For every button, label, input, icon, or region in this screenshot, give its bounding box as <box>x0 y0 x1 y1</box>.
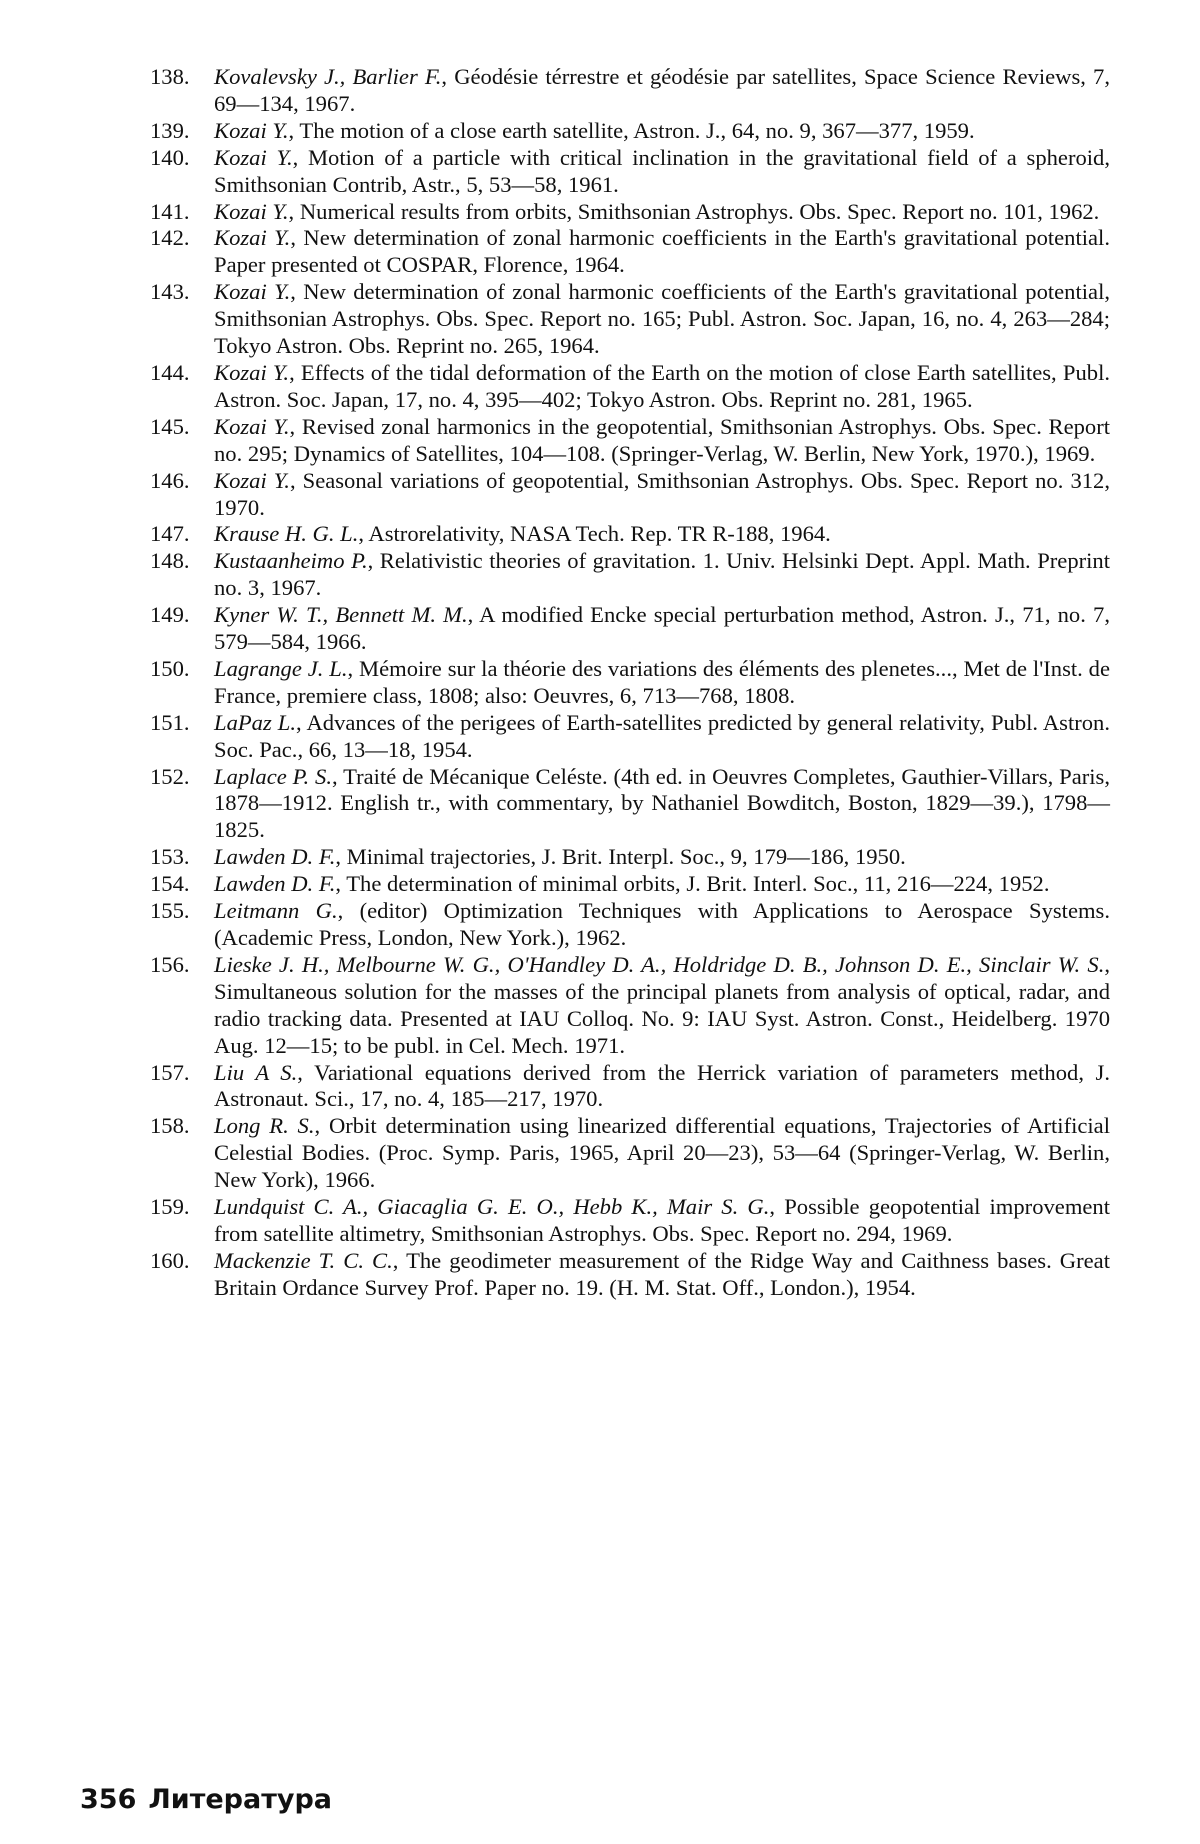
reference-authors: Kozai Y. <box>214 198 289 224</box>
reference-text: , Astrorelativity, NASA Tech. Rep. TR R-188, 1964. <box>358 521 831 547</box>
page-number: 356 <box>80 1784 137 1815</box>
reference-number: 156. <box>150 951 190 977</box>
reference-authors: Kustaanheimo P. <box>214 548 368 574</box>
reference-authors: Kovalevsky J., Barlier F. <box>214 64 442 89</box>
reference-authors: LaPaz L. <box>214 709 297 735</box>
section-title: Литература <box>148 1784 333 1815</box>
reference-item <box>150 414 1110 468</box>
reference-item <box>150 871 1110 898</box>
reference-item <box>150 1248 1110 1302</box>
reference-item <box>150 468 1110 522</box>
reference-text: , Mémoire sur la théorie des variations des éléments des plenetes..., Met de l'Inst. de France, premiere class, 1808; also: Oeuvres, 6, 713—768, 1808. <box>214 655 1111 708</box>
reference-text: , Revised zonal harmonics in the geopotential, Smithsonian Astrophys. Obs. Spec. Report no. 295; Dynamics of Satellites, 104—108. (Springer-Verlag, W. Berlin, New York, 1970.), 1969. <box>214 413 1110 466</box>
reference-authors: Lundquist C. A., Giacaglia G. E. O., Hebb K., Mair S. G. <box>214 1194 770 1220</box>
reference-item <box>150 1194 1110 1248</box>
reference-text: , Possible geopotential improvement from satellite altimetry, Smithsonian Astrophys. Obs. Spec. Report no. 294, 1969. <box>214 1194 1111 1246</box>
reference-number: 155. <box>150 898 190 924</box>
reference-text: , Effects of the tidal deformation of the Earth on the motion of close Earth satellites, Publ. Astron. Soc. Japan, 17, no. 4, 395—402; Tokyo Astron. Obs. Reprint no. 281, 1965. <box>214 359 1110 412</box>
reference-text: , Minimal trajectories, J. Brit. Interpl. Soc., 9, 179—186, 1950. <box>335 844 906 870</box>
reference-text: , Numerical results from orbits, Smithsonian Astrophys. Obs. Spec. Report no. 101, 1962. <box>288 198 1100 224</box>
reference-number: 143. <box>150 279 190 305</box>
reference-list <box>150 64 1110 1302</box>
reference-number: 149. <box>150 602 190 628</box>
reference-number: 150. <box>150 655 190 681</box>
reference-item <box>150 710 1110 764</box>
reference-number: 140. <box>150 144 190 170</box>
reference-authors: Lawden D. F. <box>214 844 336 870</box>
reference-authors: Kozai Y. <box>214 117 289 143</box>
reference-text: , (editor) Optimization Techniques with Applications to Aerospace Systems. (Academic Press, London, New York.), 1962. <box>214 898 1110 950</box>
reference-authors: Liu A S. <box>214 1059 298 1085</box>
reference-item <box>150 64 1110 118</box>
reference-item <box>150 521 1110 548</box>
reference-number: 151. <box>150 709 190 735</box>
reference-authors: Lieske J. H., Melbourne W. G., O'Handley D. A., Holdridge D. B., Johnson D. E., Sinclair W. S. <box>214 951 1105 977</box>
reference-item <box>150 118 1110 145</box>
reference-number: 144. <box>150 359 190 385</box>
reference-authors: Kozai Y. <box>214 144 293 170</box>
reference-item <box>150 1060 1110 1114</box>
reference-text: , A modified Encke special perturbation method, Astron. J., 71, no. 7, 579—584, 1966. <box>214 602 1110 655</box>
reference-authors: Kyner W. T., Bennett M. M. <box>214 602 468 628</box>
reference-number: 159. <box>150 1194 190 1220</box>
reference-item <box>150 360 1110 414</box>
reference-number: 139. <box>150 117 190 143</box>
reference-number: 138. <box>150 64 190 89</box>
reference-item <box>150 952 1110 1060</box>
reference-item <box>150 145 1110 199</box>
reference-item <box>150 656 1110 710</box>
reference-text: , Orbit determination using linearized differential equations, Trajectories of Artificial Celestial Bodies. (Proc. Symp. Paris, 1965, April 20—23), 53—64 (Springer-Verlag, W. Berlin, New York), 1966. <box>214 1113 1110 1193</box>
reference-number: 160. <box>150 1247 190 1273</box>
reference-item <box>150 1113 1110 1194</box>
reference-number: 153. <box>150 844 190 870</box>
reference-authors: Mackenzie T. C. C. <box>214 1247 393 1273</box>
reference-number: 146. <box>150 467 190 493</box>
reference-text: , Traité de Mécanique Celéste. (4th ed. in Oeuvres Completes, Gauthier-Villars, Paris, 1878—1912. English tr., with commentary, by Nathaniel Bowditch, Boston, 1829—39.), 1798—1825. <box>214 763 1110 843</box>
reference-authors: Kozai Y. <box>214 359 290 385</box>
reference-number: 152. <box>150 763 190 789</box>
reference-text: , The determination of minimal orbits, J. Brit. Interl. Soc., 11, 216—224, 1952. <box>335 871 1050 897</box>
reference-authors: Lawden D. F. <box>214 871 336 897</box>
reference-authors: Kozai Y. <box>214 225 291 251</box>
reference-authors: Leitmann G. <box>214 898 338 924</box>
reference-text: , Géodésie térrestre et géodésie par satellites, Space Science Reviews, 7, 69—134, 1967. <box>214 64 1110 116</box>
reference-text: , The geodimeter measurement of the Ridge Way and Caithness bases. Great Britain Ordance Survey Prof. Paper no. 19. (H. M. Stat. Off., London.), 1954. <box>214 1247 1110 1300</box>
reference-text: , Advances of the perigees of Earth-satellites predicted by general relativity, Publ. Astron. Soc. Pac., 66, 13—18, 1954. <box>214 709 1110 762</box>
reference-authors: Kozai Y. <box>214 413 290 439</box>
reference-text: , New determination of zonal harmonic coefficients of the Earth's gravitational potential, Smithsonian Astrophys. Obs. Spec. Report no. 165; Publ. Astron. Soc. Japan, 16, no. 4, 263—284; Tokyo Astron. Obs. Reprint no. 265, 1964. <box>214 279 1110 359</box>
reference-number: 141. <box>150 198 190 224</box>
reference-authors: Lagrange J. L. <box>214 655 348 681</box>
reference-authors: Laplace P. S. <box>214 763 332 789</box>
reference-text: , New determination of zonal harmonic coefficients in the Earth's gravitational potential. Paper presented ot COSPAR, Florence, 1964. <box>214 225 1110 278</box>
reference-number: 154. <box>150 871 190 897</box>
reference-number: 147. <box>150 521 190 547</box>
reference-text: , Motion of a particle with critical inclination in the gravitational field of a spheroid, Smithsonian Contrib, Astr., 5, 53—58, 1961. <box>214 144 1110 197</box>
reference-item <box>150 199 1110 226</box>
reference-item <box>150 279 1110 360</box>
reference-item <box>150 225 1110 279</box>
reference-text: , The motion of a close earth satellite, Astron. J., 64, no. 9, 367—377, 1959. <box>288 117 975 143</box>
reference-number: 148. <box>150 548 190 574</box>
reference-item <box>150 548 1110 602</box>
reference-text: , Relativistic theories of gravitation. 1. Univ. Helsinki Dept. Appl. Math. Preprint no. 3, 1967. <box>214 548 1110 601</box>
reference-item <box>150 602 1110 656</box>
reference-text: , Simultaneous solution for the masses of the principal planets from analysis of optical, radar, and radio tracking data. Presented at IAU Colloq. No. 9: IAU Syst. Astron. Const., Heidelberg. 1970 Aug. 12—15; to be publ. in Cel. Mech. 1971. <box>214 951 1110 1058</box>
reference-number: 145. <box>150 413 190 439</box>
page-footer <box>80 1784 332 1815</box>
reference-authors: Kozai Y. <box>214 279 291 305</box>
reference-item <box>150 844 1110 871</box>
reference-text: , Variational equations derived from the Herrick variation of parameters method, J. Astronaut. Sci., 17, no. 4, 185—217, 1970. <box>214 1059 1110 1112</box>
reference-number: 142. <box>150 225 190 251</box>
reference-authors: Kozai Y. <box>214 467 290 493</box>
reference-item <box>150 898 1110 952</box>
reference-item <box>150 764 1110 845</box>
reference-authors: Krause H. G. L. <box>214 521 359 547</box>
reference-authors: Long R. S. <box>214 1113 315 1139</box>
reference-number: 158. <box>150 1113 190 1139</box>
reference-number: 157. <box>150 1059 190 1085</box>
reference-text: , Seasonal variations of geopotential, Smithsonian Astrophys. Obs. Spec. Report no. 312, 1970. <box>214 467 1110 520</box>
